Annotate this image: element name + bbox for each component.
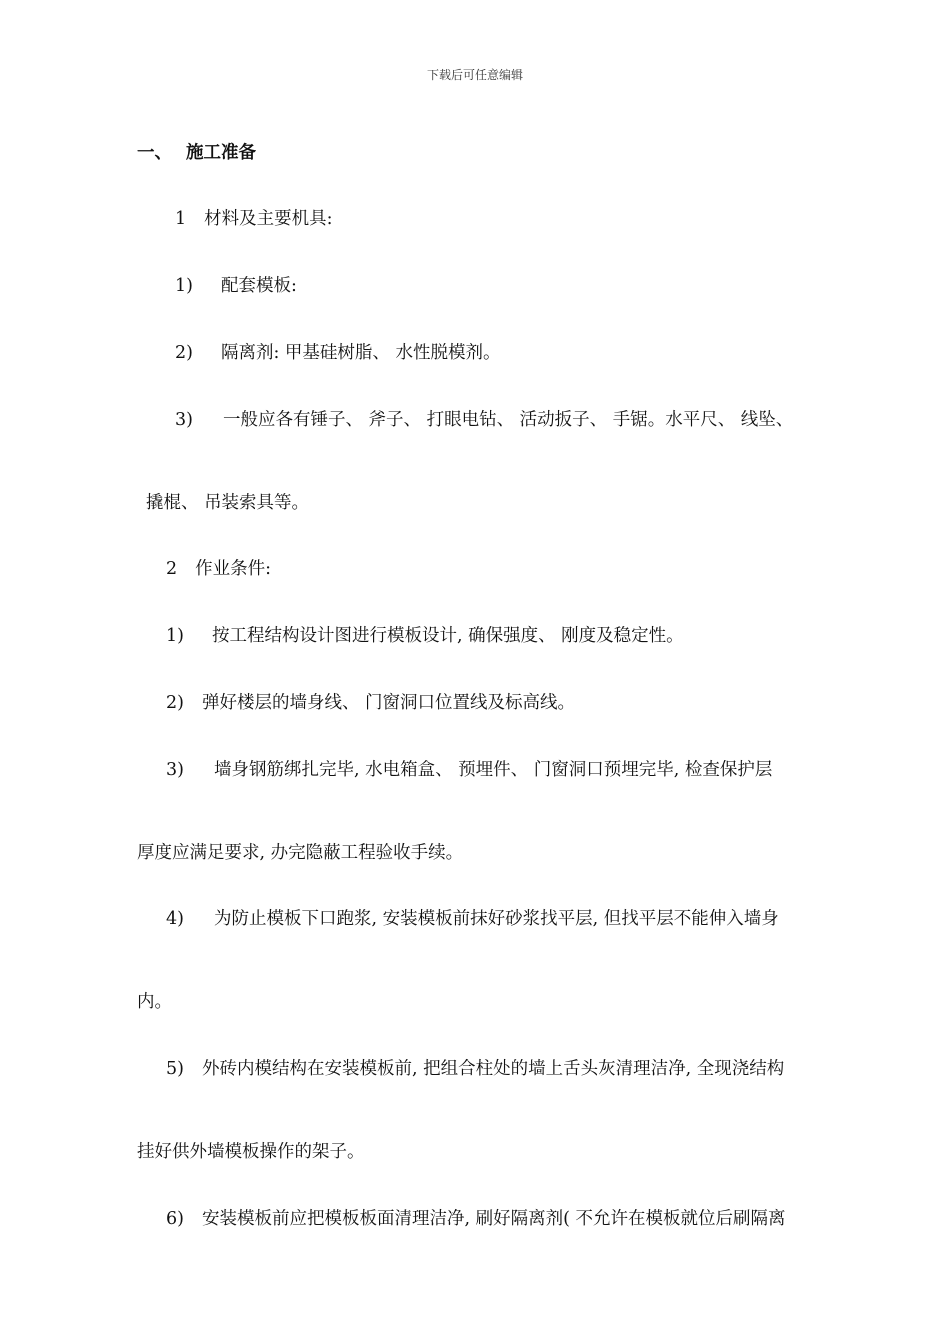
item-text: 一般应各有锤子、 斧子、 打眼电钻、 活动扳子、 手锯。水平尺、 线坠、: [222, 410, 794, 430]
subsection-number: 2: [166, 559, 178, 579]
list-item: [166, 907, 779, 931]
item-text: 为防止模板下口跑浆, 安装模板前抹好砂浆找平层, 但找平层不能伸入墙身: [213, 909, 779, 929]
item-text: 外砖内模结构在安装模板前, 把组合柱处的墙上舌头灰清理洁净, 全现浇结构: [201, 1059, 785, 1079]
page-header: 下载后可任意编辑: [426, 68, 523, 82]
subsection-title: 作业条件:: [195, 559, 272, 579]
item-text: 安装模板前应把模板板面清理洁净, 刷好隔离剂( 不允许在模板就位后刷隔离: [201, 1209, 786, 1229]
list-item: [175, 408, 793, 432]
item-continuation: 厚度应满足要求, 办完隐蔽工程验收手续。: [137, 843, 464, 863]
list-item: [166, 624, 684, 648]
item-number: 1): [166, 626, 184, 646]
item-number: 4): [166, 909, 184, 929]
list-item: [175, 341, 501, 365]
item-number: 2): [175, 343, 193, 363]
item-number: 3): [175, 410, 193, 430]
item-number: 3): [166, 760, 184, 780]
section-title: 施工准备: [186, 143, 256, 163]
item-text: 隔离剂: 甲基硅树脂、 水性脱模剂。: [220, 343, 501, 363]
subsection-number: 1: [175, 209, 187, 229]
list-item: [175, 274, 297, 298]
item-continuation: 挂好供外墙模板操作的架子。: [137, 1142, 365, 1162]
item-text: 按工程结构设计图进行模板设计, 确保强度、 刚度及稳定性。: [211, 626, 684, 646]
item-continuation: 内。: [137, 992, 172, 1012]
item-text: 墙身钢筋绑扎完毕, 水电箱盒、 预埋件、 门窗洞口预埋完毕, 检查保护层: [213, 760, 773, 780]
section-heading: [137, 141, 256, 165]
item-text: 弹好楼层的墙身线、 门窗洞口位置线及标高线。: [201, 693, 576, 713]
list-item: [166, 758, 772, 782]
list-item: [166, 1207, 785, 1231]
section-number: 一、: [137, 143, 172, 163]
item-number: 5): [166, 1059, 184, 1079]
item-text: 配套模板:: [220, 276, 297, 296]
item-number: 6): [166, 1209, 184, 1229]
subsection-materials: [175, 207, 333, 231]
item-number: 2): [166, 693, 184, 713]
item-number: 1): [175, 276, 193, 296]
list-item: [166, 691, 575, 715]
subsection-title: 材料及主要机具:: [204, 209, 333, 229]
item-continuation: 撬棍、 吊装索具等。: [146, 493, 310, 513]
list-item: [166, 1057, 784, 1081]
subsection-conditions: [166, 557, 271, 581]
